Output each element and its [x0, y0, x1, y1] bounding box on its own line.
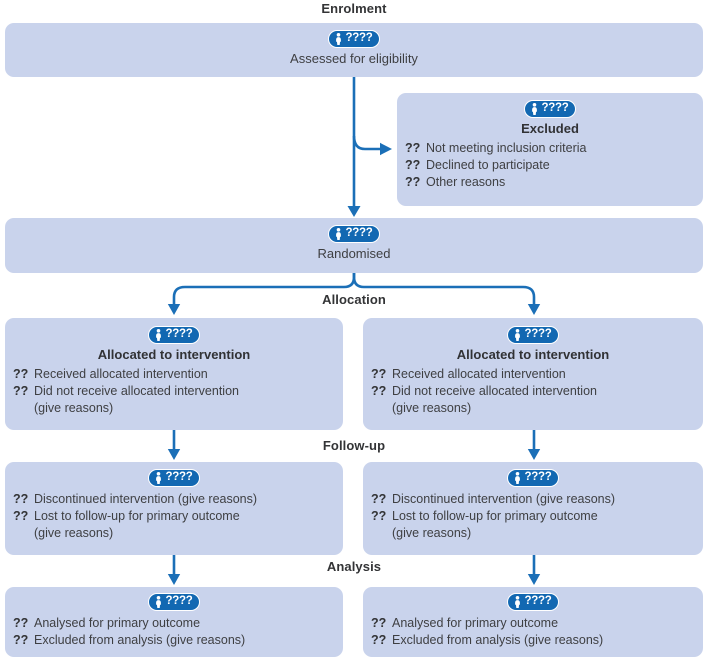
- participant-count: ????: [524, 328, 552, 340]
- person-icon: [155, 596, 162, 608]
- list-item: ?? Excluded from analysis (give reasons): [13, 633, 246, 647]
- participant-count: ????: [345, 227, 373, 239]
- participant-count: ????: [541, 102, 569, 114]
- list-item: ?? Did not receive allocated intervention (give reasons): [13, 383, 337, 417]
- list-item: ?? Received allocated intervention: [371, 367, 566, 381]
- box-analysis-right: [363, 587, 703, 657]
- reason-list: [5, 491, 343, 542]
- section-label-enrolment: Enrolment: [321, 1, 387, 16]
- list-item: ?? Other reasons: [405, 175, 506, 189]
- box-excluded: [397, 93, 703, 206]
- arrowhead-analysis-right: [528, 574, 540, 585]
- box-title: Allocated to intervention: [97, 347, 251, 362]
- participant-count: ????: [165, 471, 193, 483]
- section-label-analysis: Analysis: [326, 559, 382, 574]
- participant-count-badge: [328, 30, 381, 48]
- list-item: ?? Did not receive allocated intervention (give reasons): [371, 383, 697, 417]
- person-icon: [514, 329, 521, 341]
- participant-count-badge: [148, 326, 201, 344]
- continuation-line: (give reasons): [34, 526, 114, 540]
- continuation-line: (give reasons): [392, 401, 472, 415]
- arrowhead-to-excluded: [380, 143, 392, 155]
- list-item: ?? Analysed for primary outcome: [13, 616, 201, 630]
- person-icon: [531, 103, 538, 115]
- reason-list: [397, 140, 703, 191]
- arrowhead-analysis-left: [168, 574, 180, 585]
- participant-count: ????: [524, 471, 552, 483]
- participant-count-badge: [524, 100, 577, 118]
- participant-count-badge: [328, 225, 381, 243]
- list-item: ?? Not meeting inclusion criteria: [405, 141, 587, 155]
- participant-count-badge: [148, 593, 201, 611]
- list-item: ?? Lost to follow-up for primary outcome (give reasons): [13, 508, 337, 542]
- list-item: ?? Received allocated intervention: [13, 367, 208, 381]
- person-icon: [335, 33, 342, 45]
- reason-list: [5, 366, 343, 417]
- participant-count-badge: [507, 593, 560, 611]
- person-icon: [155, 472, 162, 484]
- list-item: ?? Analysed for primary outcome: [371, 616, 559, 630]
- reason-list: [363, 615, 703, 649]
- arrowhead-to-randomised: [348, 206, 361, 217]
- continuation-line: (give reasons): [392, 526, 472, 540]
- reason-list: [363, 491, 703, 542]
- box-allocated-left: [5, 318, 343, 430]
- box-label: Randomised: [317, 246, 391, 261]
- list-item: ?? Declined to participate: [405, 158, 550, 172]
- box-assessed-for-eligibility: [5, 23, 703, 77]
- box-title: Excluded: [521, 121, 579, 136]
- arrow-branch-to-excluded: [354, 136, 381, 149]
- participant-count-badge: [148, 469, 201, 487]
- box-followup-right: [363, 462, 703, 555]
- list-item: ?? Discontinued intervention (give reasons): [13, 492, 258, 506]
- list-item: ?? Lost to follow-up for primary outcome (give reasons): [371, 508, 697, 542]
- person-icon: [514, 472, 521, 484]
- person-icon: [335, 228, 342, 240]
- section-label-allocation: Allocation: [322, 292, 386, 307]
- participant-count: ????: [345, 32, 373, 44]
- reason-list: [5, 615, 343, 649]
- box-label: Assessed for eligibility: [290, 51, 418, 66]
- participant-count-badge: [507, 326, 560, 344]
- participant-count: ????: [524, 595, 552, 607]
- person-icon: [514, 596, 521, 608]
- box-randomised: [5, 218, 703, 273]
- list-item: ?? Discontinued intervention (give reasons): [371, 492, 616, 506]
- box-allocated-right: [363, 318, 703, 430]
- participant-count: ????: [165, 328, 193, 340]
- box-title: Allocated to intervention: [456, 347, 610, 362]
- participant-count-badge: [507, 469, 560, 487]
- continuation-line: (give reasons): [34, 401, 114, 415]
- box-followup-left: [5, 462, 343, 555]
- person-icon: [155, 329, 162, 341]
- section-label-followup: Follow-up: [322, 438, 386, 453]
- reason-list: [363, 366, 703, 417]
- list-item: ?? Excluded from analysis (give reasons): [371, 633, 604, 647]
- participant-count: ????: [165, 595, 193, 607]
- box-analysis-left: [5, 587, 343, 657]
